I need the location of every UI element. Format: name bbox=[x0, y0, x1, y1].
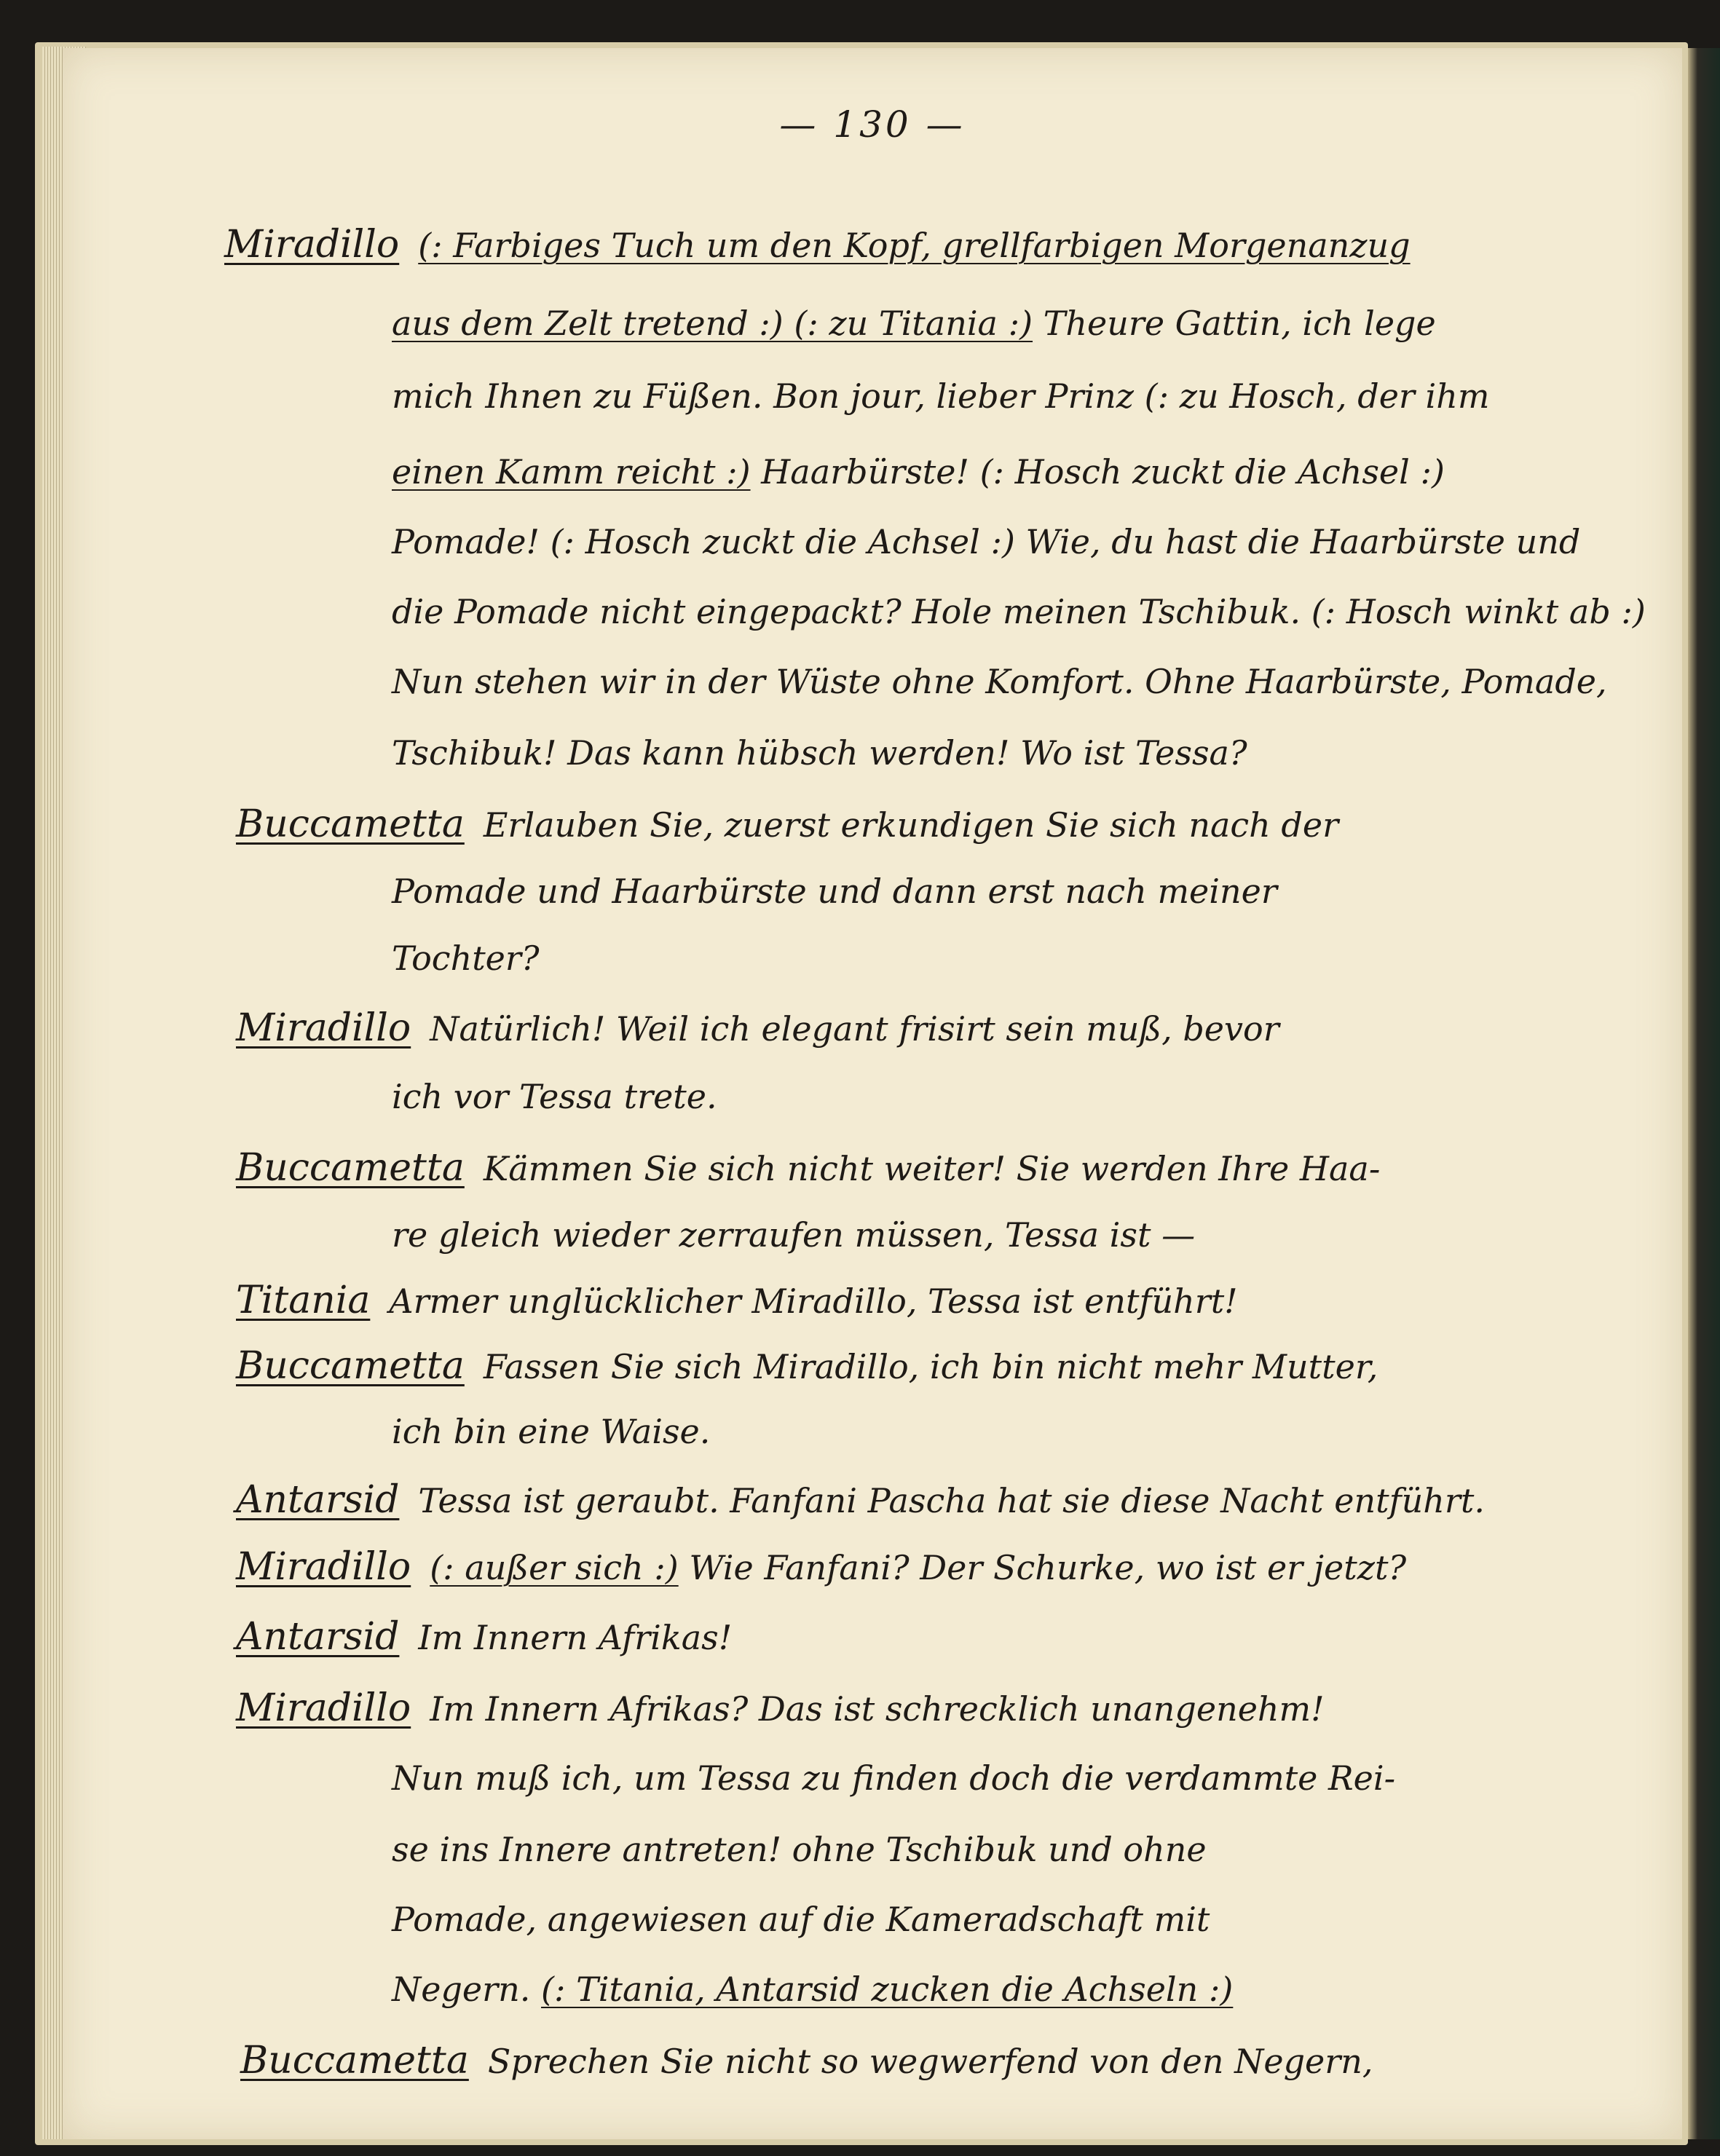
dialogue-text: mich Ihnen zu Füßen. Bon jour, lieber Prinz (: zu Hosch, der ihm bbox=[392, 376, 1490, 416]
stage-direction: (: Farbiges Tuch um den Kopf, grellfarbigen Morgenanzug bbox=[418, 226, 1411, 265]
text-line bbox=[392, 590, 1646, 633]
dialogue-text: Armer unglücklicher Miradillo, Tessa ist entführt! bbox=[389, 1282, 1238, 1321]
text-line bbox=[392, 869, 1638, 913]
book-gutter bbox=[1688, 48, 1720, 2139]
dialogue-text: Kämmen Sie sich nicht weiter! Sie werden Ihre Haa- bbox=[483, 1149, 1381, 1188]
dialogue-text: Wie Fanfani? Der Schurke, wo ist er jetzt? bbox=[689, 1548, 1407, 1587]
text-line bbox=[236, 1545, 1638, 1590]
speaker-name: Miradillo bbox=[236, 1006, 411, 1050]
speaker-name: Buccametta bbox=[236, 802, 465, 846]
text-line bbox=[236, 1344, 1638, 1389]
speaker-name: Buccametta bbox=[240, 2039, 469, 2082]
dialogue-text: Nun muß ich, um Tessa zu finden doch die verdammte Rei- bbox=[392, 1758, 1396, 1798]
text-line bbox=[236, 1686, 1638, 1731]
text-line bbox=[392, 1410, 1638, 1453]
text-line bbox=[392, 1967, 1638, 2011]
dialogue-text: Pomade, angewiesen auf die Kameradschaft mit bbox=[392, 1900, 1210, 1939]
manuscript-page bbox=[63, 48, 1682, 2139]
dialogue-text: Im Innern Afrikas? Das ist schrecklich unangenehm! bbox=[430, 1689, 1325, 1729]
speaker-name: Buccametta bbox=[236, 1344, 465, 1388]
speaker-name: Miradillo bbox=[224, 223, 400, 266]
text-line bbox=[240, 2039, 1638, 2083]
stage-direction: (: außer sich :) bbox=[430, 1548, 679, 1587]
text-line bbox=[392, 1828, 1638, 1871]
text-line bbox=[392, 1213, 1638, 1257]
page-number: — 130 — bbox=[779, 103, 966, 146]
text-line bbox=[392, 450, 1638, 494]
dialogue-text: Tessa ist geraubt. Fanfani Pascha hat sie diese Nacht entführt. bbox=[418, 1481, 1485, 1520]
dialogue-text: Natürlich! Weil ich elegant frisirt sein muß, bevor bbox=[430, 1009, 1279, 1049]
text-line bbox=[236, 1006, 1638, 1051]
text-line bbox=[392, 1075, 1638, 1118]
text-line bbox=[236, 1146, 1638, 1190]
speaker-name: Antarsid bbox=[236, 1615, 400, 1659]
text-line bbox=[392, 301, 1638, 345]
dialogue-text: Pomade und Haarbürste und dann erst nach meiner bbox=[392, 872, 1277, 911]
speaker-name: Buccametta bbox=[236, 1146, 465, 1190]
text-line bbox=[236, 1478, 1638, 1523]
text-line bbox=[236, 802, 1638, 847]
dialogue-text: Tschibuk! Das kann hübsch werden! Wo ist Tessa? bbox=[392, 733, 1247, 773]
dialogue-text: Im Innern Afrikas! bbox=[418, 1618, 733, 1657]
dialogue-text: Theure Gattin, ich lege bbox=[1043, 304, 1436, 343]
stage-direction: aus dem Zelt tretend :) (: zu Titania :) bbox=[392, 304, 1033, 343]
text-line bbox=[392, 374, 1638, 418]
dialogue-text: die Pomade nicht eingepackt? Hole meinen Tschibuk. (: Hosch winkt ab :) bbox=[392, 592, 1646, 631]
dialogue-text: ich bin eine Waise. bbox=[392, 1412, 711, 1451]
text-line bbox=[236, 1279, 1638, 1323]
dialogue-text: Sprechen Sie nicht so wegwerfend von den Negern, bbox=[487, 2042, 1373, 2081]
speaker-name: Miradillo bbox=[236, 1686, 411, 1730]
dialogue-text: se ins Innere antreten! ohne Tschibuk und ohne bbox=[392, 1830, 1207, 1869]
text-line bbox=[392, 520, 1638, 564]
stage-direction: einen Kamm reicht :) bbox=[392, 452, 751, 491]
text-line bbox=[392, 1898, 1638, 1941]
dialogue-text: Nun stehen wir in der Wüste ohne Komfort. Ohne Haarbürste, Pomade, bbox=[392, 662, 1607, 701]
dialogue-text: Pomade! (: Hosch zuckt die Achsel :) Wie, du hast die Haarbürste und bbox=[392, 522, 1581, 561]
dialogue-text: Haarbürste! (: Hosch zuckt die Achsel :) bbox=[761, 452, 1445, 491]
text-line bbox=[392, 1756, 1638, 1800]
text-line bbox=[392, 731, 1638, 775]
dialogue-text: Negern. bbox=[392, 1970, 531, 2009]
dialogue-text: Fassen Sie sich Miradillo, ich bin nicht mehr Mutter, bbox=[483, 1347, 1378, 1386]
text-line bbox=[236, 1615, 1638, 1659]
stage-direction: (: Titania, Antarsid zucken die Achseln :) bbox=[541, 1970, 1234, 2009]
text-line bbox=[392, 936, 1638, 980]
text-line bbox=[392, 660, 1638, 703]
text-line bbox=[224, 223, 1638, 267]
speaker-name: Antarsid bbox=[236, 1478, 400, 1522]
speaker-name: Titania bbox=[236, 1279, 371, 1322]
dialogue-text: Erlauben Sie, zuerst erkundigen Sie sich nach der bbox=[483, 805, 1339, 845]
dialogue-text: Tochter? bbox=[392, 939, 540, 978]
dialogue-text: ich vor Tessa trete. bbox=[392, 1077, 717, 1116]
dialogue-text: re gleich wieder zerraufen müssen, Tessa ist — bbox=[392, 1215, 1196, 1255]
speaker-name: Miradillo bbox=[236, 1545, 411, 1589]
